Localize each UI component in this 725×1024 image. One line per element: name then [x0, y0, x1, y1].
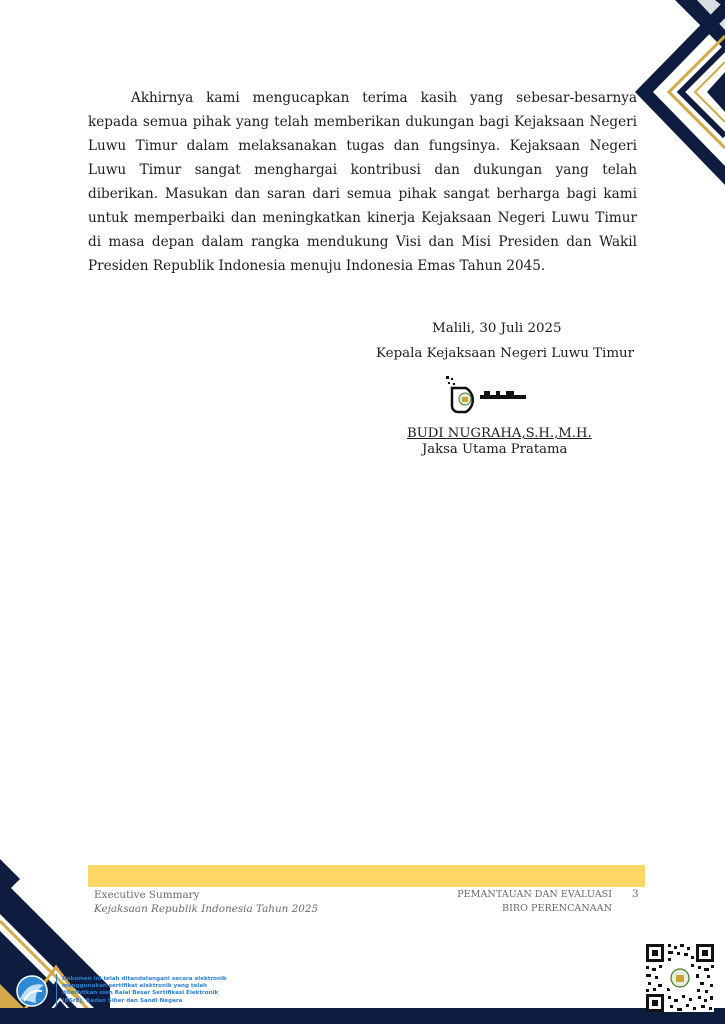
footer-band [88, 865, 645, 887]
esign-notice: Dokumen ini telah ditandatangani secara elektronik menggunakan sertifikat elektronik yang telah diterbitkan oleh Balai Besar Sertifikasi Elektronik (BSrE), Badan Siber dan Sandi Negara [62, 976, 227, 1004]
verification-qr-code-icon [646, 944, 714, 1012]
footer-right [457, 888, 612, 916]
closing-paragraph: Akhirnya kami mengucapkan terima kasih yang sebesar-besarnya kepada semua pihak yang telah memberikan dukungan bagi Kejaksaan Negeri Luwu Timur dalam melaksanakan tugas dan fungsinya. Kejaksaan Negeri Luwu Timur sangat menghargai kontribusi dan dukungan yang telah diberikan. Masukan dan saran dari semua pihak sangat berharga bagi kami untuk memperbaiki dan meningkatkan kinerja Kejaksaan Negeri Luwu Timur di masa depan dalam rangka mendukung Visi dan Misi Presiden dan Wakil Presiden Republik Indonesia menuju Indonesia Emas Tahun 2045. [88, 90, 637, 274]
bsre-logo-icon [14, 973, 52, 1007]
signatory-rank: Jaksa Utama Pratama [422, 442, 568, 457]
sign-office: Kepala Kejaksaan Negeri Luwu Timur [376, 346, 635, 361]
digital-signature-mark-icon [444, 374, 528, 414]
corner-ornament-top-right [635, 0, 725, 185]
footer-bureau: BIRO PERENCANAAN [502, 903, 612, 914]
bottom-navy-band [0, 1008, 725, 1024]
page-number: 3 [632, 888, 639, 900]
footer-organization-year: Kejaksaan Republik Indonesia Tahun 2025 [94, 903, 319, 915]
sign-place-date: Malili, 30 Juli 2025 [432, 321, 562, 336]
signatory-name: BUDI NUGRAHA,S.H.,M.H. [407, 426, 592, 441]
footer-document-type: Executive Summary [94, 889, 200, 901]
footer-division: PEMANTAUAN DAN EVALUASI [457, 889, 612, 900]
bsre-divider [56, 974, 57, 1006]
